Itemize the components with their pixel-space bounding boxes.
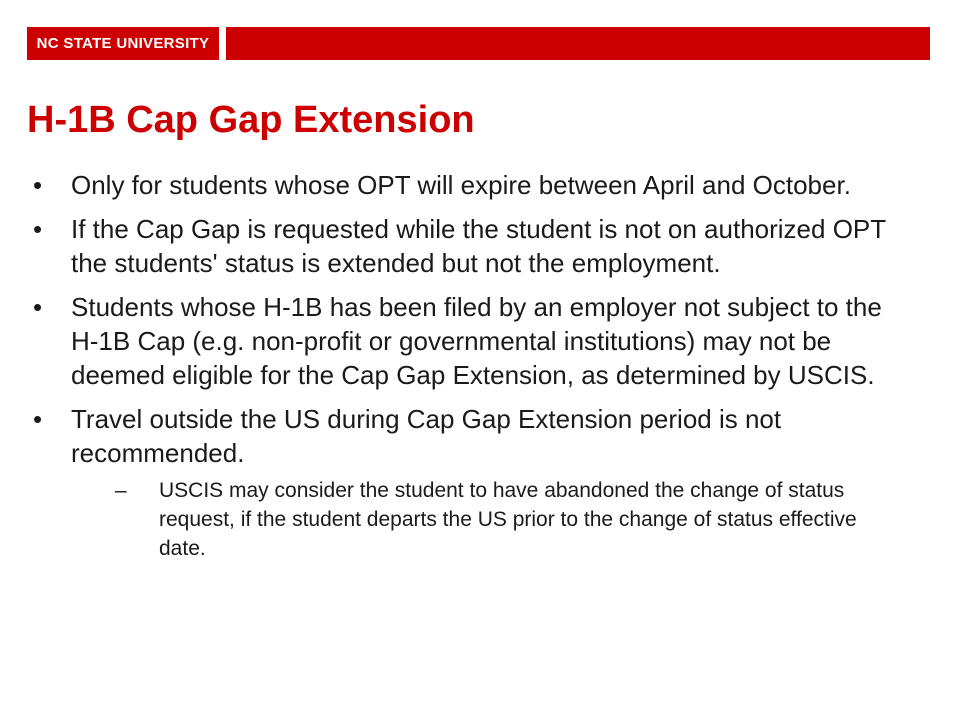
slide-title: H-1B Cap Gap Extension	[27, 99, 475, 141]
bullet-text: Travel outside the US during Cap Gap Extension period is not recommended.	[71, 404, 782, 468]
bullet-item	[27, 168, 907, 202]
bullet-item	[27, 212, 907, 280]
bullet-item	[27, 402, 907, 563]
bullet-icon: •	[33, 170, 43, 200]
bullet-list	[27, 168, 907, 573]
bullet-icon: •	[33, 292, 43, 322]
bullet-icon: •	[33, 404, 43, 434]
dash-icon: –	[115, 479, 127, 502]
header-bar	[27, 27, 930, 60]
university-logo: NC STATE UNIVERSITY	[27, 27, 219, 60]
bullet-text: If the Cap Gap is requested while the student is not on authorized OPT the students' status is extended but not the employment.	[71, 214, 886, 278]
header-stripe	[226, 27, 930, 60]
bullet-icon: •	[33, 214, 43, 244]
bullet-text: Students whose H-1B has been filed by an employer not subject to the H-1B Cap (e.g. non-profit or governmental institutions) may not be deemed eligible for the Cap Gap Extension, as determined by USCIS.	[71, 292, 882, 390]
bullet-item	[27, 290, 907, 392]
bullet-text: Only for students whose OPT will expire between April and October.	[71, 170, 851, 200]
sub-bullet-text: USCIS may consider the student to have abandoned the change of status request, if the student departs the US prior to the change of status effective date.	[159, 479, 857, 560]
sub-bullet-item	[115, 476, 907, 563]
